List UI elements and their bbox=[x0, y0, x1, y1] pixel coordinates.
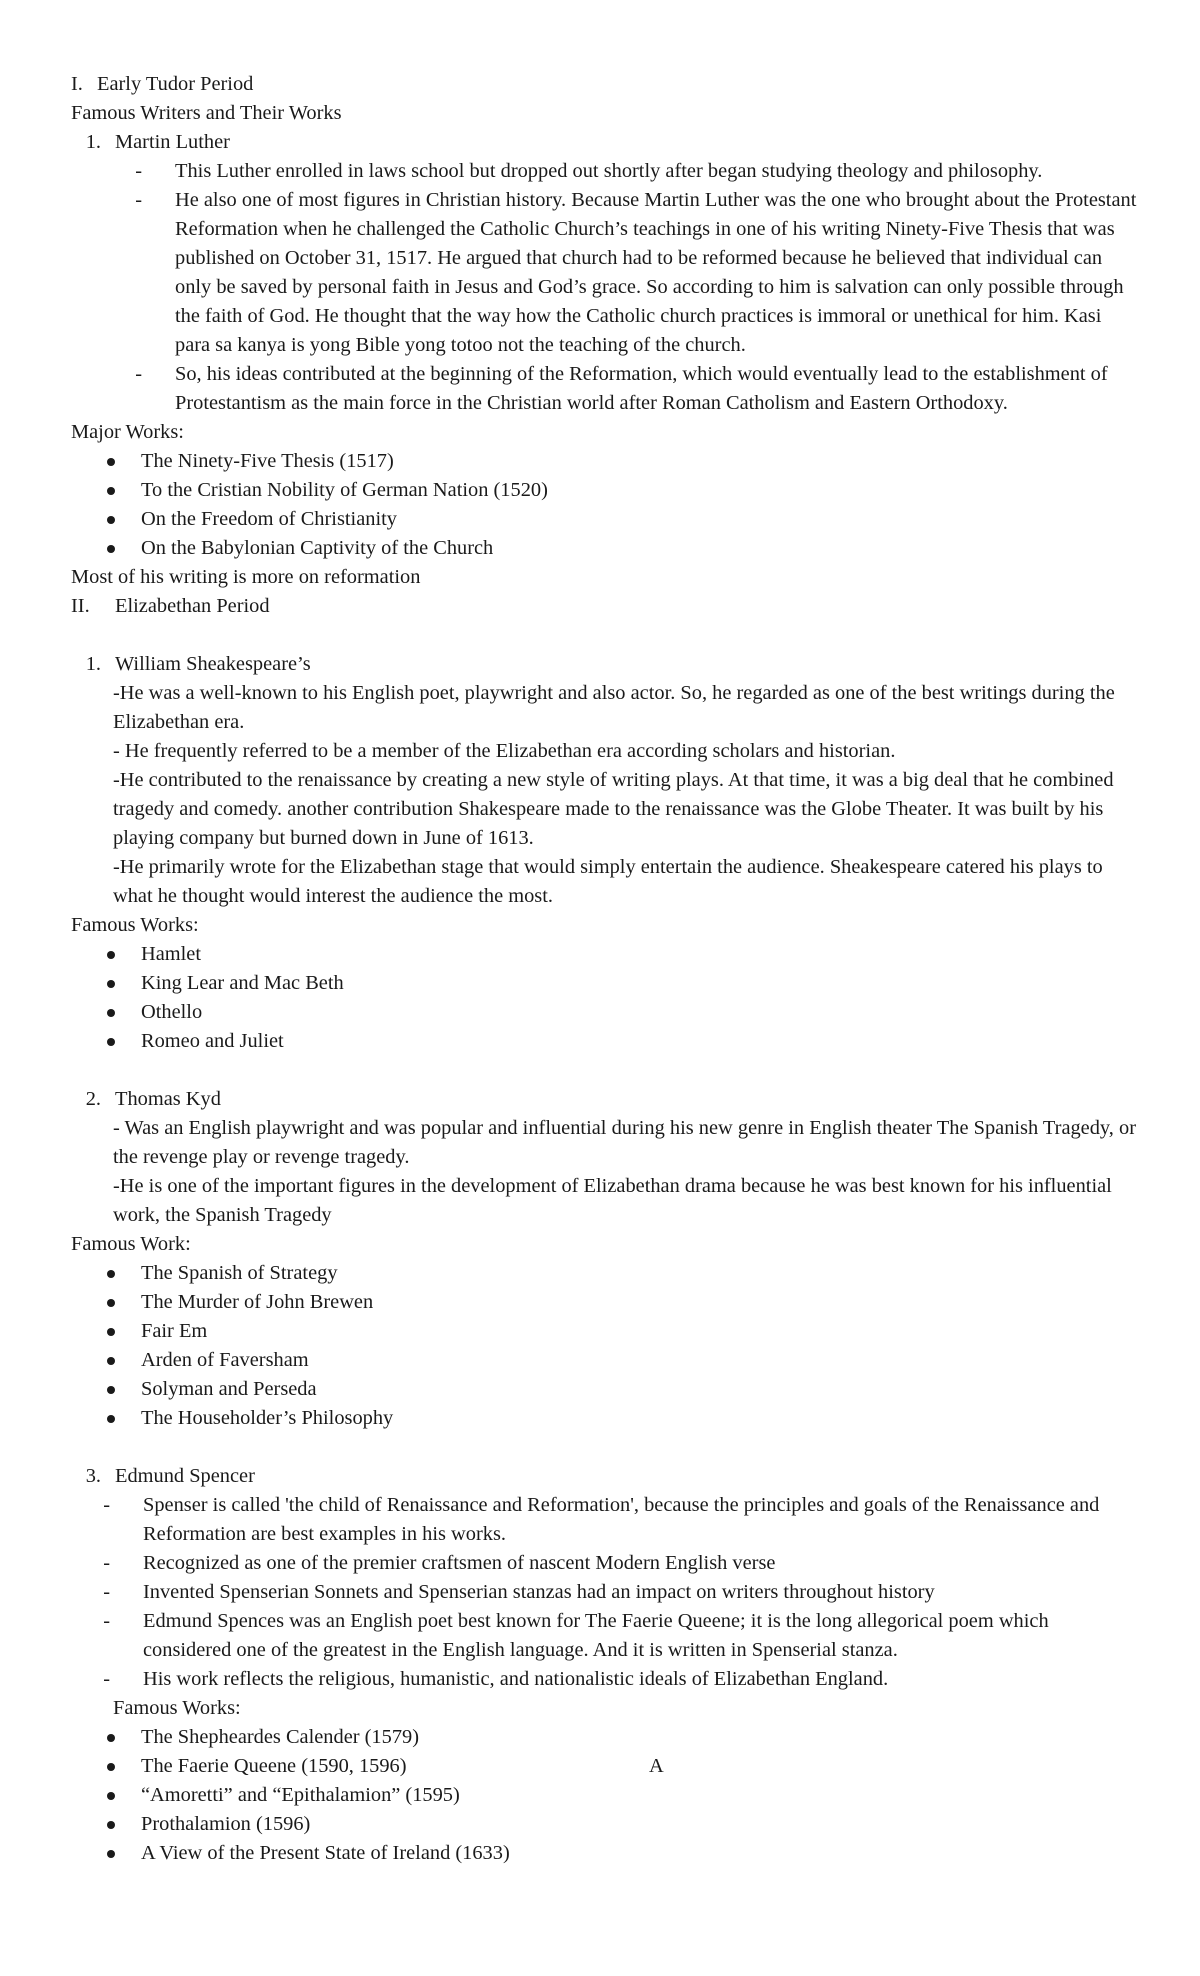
document-page bbox=[71, 70, 1141, 1868]
list-item: The Spanish of Strategy bbox=[71, 1259, 1141, 1288]
luther-works-list bbox=[71, 447, 1141, 563]
list-item: Fair Em bbox=[71, 1317, 1141, 1346]
list-item: - This Luther enrolled in laws school but dropped out shortly after began studying theology and philosophy. bbox=[135, 160, 1043, 182]
paragraph: - He frequently referred to be a member of the Elizabethan era according scholars and historian. bbox=[113, 740, 896, 762]
list-item: - So, his ideas contributed at the beginning of the Reformation, which would eventually lead to the establishment of Protestantism as the main force in the Christian world after Roman Catholism and Eastern Orthodoxy. bbox=[135, 363, 1108, 414]
bullet-icon bbox=[71, 1839, 141, 1868]
list-item: - Edmund Spences was an English poet best known for The Faerie Queene; it is the long allegorical poem which considered one of the greatest in the English language. And it is written in Spenserial stanza. bbox=[103, 1610, 1049, 1661]
list-item: Solyman and Perseda bbox=[71, 1375, 1141, 1404]
list-item: King Lear and Mac Beth bbox=[71, 969, 1141, 998]
list-item: The Faerie Queene (1590, 1596) A bbox=[71, 1752, 1141, 1781]
works-label: Major Works: bbox=[71, 421, 184, 443]
list-item: The Householder’s Philosophy bbox=[71, 1404, 1141, 1433]
section-title: Early Tudor Period bbox=[97, 73, 254, 95]
bullet-icon bbox=[71, 1027, 141, 1056]
works-label: Famous Works: bbox=[71, 914, 199, 936]
writer-heading-martin-luther: 1. Martin Luther bbox=[71, 128, 1141, 157]
bullet-icon bbox=[71, 1781, 141, 1810]
list-item: The Murder of John Brewen bbox=[71, 1288, 1141, 1317]
spencer-points bbox=[71, 1491, 1141, 1694]
writer-name: Edmund Spencer bbox=[115, 1465, 255, 1487]
list-item: A View of the Present State of Ireland (1633) bbox=[71, 1839, 1141, 1868]
list-item: - Recognized as one of the premier craftsmen of nascent Modern English verse bbox=[103, 1552, 776, 1574]
section-heading-elizabethan: II. Elizabethan Period bbox=[71, 592, 1141, 621]
list-item: To the Cristian Nobility of German Nation (1520) bbox=[71, 476, 1141, 505]
section-subtitle: Famous Writers and Their Works bbox=[71, 102, 342, 124]
list-item: The Ninety-Five Thesis (1517) bbox=[71, 447, 1141, 476]
writer-heading-edmund-spencer: 3. Edmund Spencer bbox=[71, 1462, 1141, 1491]
bullet-icon bbox=[71, 940, 141, 969]
section-title: Elizabethan Period bbox=[115, 595, 270, 617]
bullet-icon bbox=[71, 1259, 141, 1288]
bullet-icon bbox=[71, 534, 141, 563]
paragraph: -He primarily wrote for the Elizabethan stage that would simply entertain the audience. Sheakespeare catered his plays to what he thought would interest the audience the most. bbox=[113, 856, 1103, 907]
list-item: Othello bbox=[71, 998, 1141, 1027]
bullet-icon bbox=[71, 447, 141, 476]
spencer-works-list bbox=[71, 1723, 1141, 1868]
list-item: - Invented Spenserian Sonnets and Spenserian stanzas had an impact on writers throughout history bbox=[103, 1581, 935, 1603]
list-item: The Shepheardes Calender (1579) bbox=[71, 1723, 1141, 1752]
paragraph: - Was an English playwright and was popular and influential during his new genre in English theater The Spanish Tragedy, or the revenge play or revenge tragedy. bbox=[113, 1117, 1136, 1168]
bullet-icon bbox=[71, 998, 141, 1027]
bullet-icon bbox=[71, 1346, 141, 1375]
list-item: - He also one of most figures in Christian history. Because Martin Luther was the one who brought about the Protestant Reformation when he challenged the Catholic Church’s teachings in one of his writing Ninety-Five Thesis that was published on October 31, 1517. He argued that church had to be reformed because he believed that individual can only be saved by personal faith in Jesus and God’s grace. So according to him is salvation can only possible through the faith of God. He thought that the way how the Catholic church practices is immoral or unethical for him. Kasi para sa kanya is yong Bible yong totoo not the teaching of the church. bbox=[135, 189, 1137, 356]
list-item: On the Freedom of Christianity bbox=[71, 505, 1141, 534]
kyd-works-list bbox=[71, 1259, 1141, 1433]
kyd-description bbox=[71, 1114, 1141, 1230]
bullet-icon bbox=[71, 1752, 141, 1781]
section-heading-early-tudor: I. Early Tudor Period bbox=[71, 70, 1141, 99]
writer-heading-shakespeare: 1. William Sheakespeare’s bbox=[71, 650, 1141, 679]
bullet-icon bbox=[71, 1723, 141, 1752]
bullet-icon bbox=[71, 1317, 141, 1346]
writer-name: William Sheakespeare’s bbox=[115, 653, 311, 675]
paragraph: -He contributed to the renaissance by creating a new style of writing plays. At that time, it was a big deal that he combined tragedy and comedy. another contribution Shakespeare made to the renaissance was the Globe Theater. It was built by his playing company but burned down in June of 1613. bbox=[113, 769, 1114, 849]
list-item: - His work reflects the religious, humanistic, and nationalistic ideals of Elizabethan England. bbox=[103, 1668, 889, 1690]
works-label: Famous Works: bbox=[113, 1697, 241, 1719]
writer-name: Thomas Kyd bbox=[115, 1088, 221, 1110]
paragraph: -He is one of the important figures in the development of Elizabethan drama because he was best known for his influential work, the Spanish Tragedy bbox=[113, 1175, 1112, 1226]
bullet-icon bbox=[71, 1375, 141, 1404]
shakespeare-description bbox=[71, 679, 1141, 911]
bullet-icon bbox=[71, 1404, 141, 1433]
shakespeare-works-list bbox=[71, 940, 1141, 1056]
list-item: Romeo and Juliet bbox=[71, 1027, 1141, 1056]
writer-heading-thomas-kyd: 2. Thomas Kyd bbox=[71, 1085, 1141, 1114]
luther-note: Most of his writing is more on reformation bbox=[71, 566, 421, 588]
bullet-icon bbox=[71, 969, 141, 998]
paragraph: -He was a well-known to his English poet, playwright and also actor. So, he regarded as one of the best writings during the Elizabethan era. bbox=[113, 682, 1115, 733]
bullet-icon bbox=[71, 476, 141, 505]
bullet-icon bbox=[71, 1288, 141, 1317]
works-label: Famous Work: bbox=[71, 1233, 191, 1255]
list-item: Prothalamion (1596) bbox=[71, 1810, 1141, 1839]
bullet-icon bbox=[71, 505, 141, 534]
list-item: - Spenser is called 'the child of Renaissance and Reformation', because the principles and goals of the Renaissance and Reformation are best examples in his works. bbox=[103, 1494, 1100, 1545]
luther-points bbox=[71, 157, 1141, 418]
bullet-icon bbox=[71, 1810, 141, 1839]
list-item: “Amoretti” and “Epithalamion” (1595) bbox=[71, 1781, 1141, 1810]
list-item: On the Babylonian Captivity of the Church bbox=[71, 534, 1141, 563]
list-item: Hamlet bbox=[71, 940, 1141, 969]
margin-mark: A bbox=[649, 1755, 664, 1777]
writer-name: Martin Luther bbox=[115, 131, 230, 153]
list-item: Arden of Faversham bbox=[71, 1346, 1141, 1375]
